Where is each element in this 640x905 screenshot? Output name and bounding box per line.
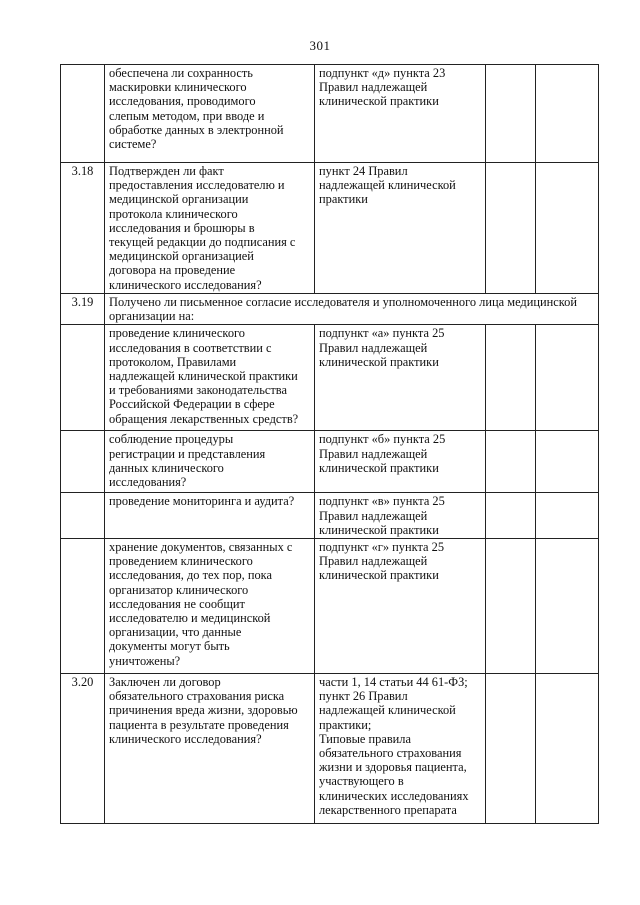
reference-text: подпункт «а» пункта 25 Правил надлежащей клинической практики: [319, 326, 445, 369]
no-cell: [536, 674, 599, 824]
item-number: [61, 539, 105, 674]
no-cell: [536, 431, 599, 493]
question-text: хранение документов, связанных с проведением клинического исследования, до тех пор, пока организатор клинического исследования не сообщит исследователю и медицинской организации, что данные документы могут быть уничтожены?: [109, 540, 293, 668]
question-text: проведение мониторинга и аудита?: [109, 494, 295, 509]
question-text: проведение клинического исследования в соответствии с протоколом, Правилами надлежащей клинической практики и требованиями законодательства Российской Федерации в сфере обращения лекарственных средств?: [109, 326, 299, 426]
reference-text: подпункт «д» пункта 23 Правил надлежащей клинической практики: [319, 66, 446, 109]
reference-text: части 1, 14 статьи 44 61-ФЗ; пункт 26 Правил надлежащей клинической практики; Типовые правила обязательного страхования жизни и здоровья пациента, участвующего в клинических исследованиях лекарственного препарата: [319, 675, 469, 817]
question-cell: [105, 163, 315, 294]
question-text: Подтвержден ли факт предоставления исследователю и медицинской организации протокола клинического исследования и брошюры в текущей редакции до подписания с медицинской организацией договора на проведение клинического исследования?: [109, 164, 296, 292]
question-cell: [105, 325, 315, 431]
question-text: соблюдение процедуры регистрации и представления данных клинического исследования?: [109, 432, 266, 490]
table-row: [61, 163, 599, 294]
question-cell: [105, 65, 315, 163]
reference-cell: [315, 325, 486, 431]
question-cell: [105, 431, 315, 493]
reference-text: пункт 24 Правил надлежащей клинической практики: [319, 164, 456, 207]
table-row: [61, 431, 599, 493]
reference-text: подпункт «г» пункта 25 Правил надлежащей клинической практики: [319, 540, 445, 583]
item-number: 3.18: [61, 163, 105, 294]
no-cell: [536, 325, 599, 431]
section-heading-text: Получено ли письменное согласие исследователя и уполномоченного лица медицинской организации на:: [109, 295, 577, 324]
table-row: [61, 539, 599, 674]
yes-cell: [486, 431, 536, 493]
item-number: [61, 65, 105, 163]
question-text: обеспечена ли сохранность маскировки клинического исследования, проводимого слепым методом, при вводе и обработке данных в электронной системе?: [109, 66, 284, 152]
yes-cell: [486, 493, 536, 539]
item-number: 3.20: [61, 674, 105, 824]
item-number: [61, 493, 105, 539]
checklist-table: [60, 64, 599, 824]
reference-cell: [315, 163, 486, 294]
reference-cell: [315, 674, 486, 824]
item-number: [61, 431, 105, 493]
yes-cell: [486, 163, 536, 294]
question-text: Заключен ли договор обязательного страхования риска причинения вреда жизни, здоровью пациента в результате проведения клинического исследования?: [109, 675, 298, 746]
item-number: 3.19: [61, 294, 105, 325]
reference-text: подпункт «б» пункта 25 Правил надлежащей клинической практики: [319, 432, 446, 475]
no-cell: [536, 539, 599, 674]
reference-cell: [315, 65, 486, 163]
table-row: [61, 65, 599, 163]
reference-cell: [315, 539, 486, 674]
yes-cell: [486, 325, 536, 431]
yes-cell: [486, 674, 536, 824]
no-cell: [536, 493, 599, 539]
table-row: [61, 294, 599, 325]
section-heading-cell: [105, 294, 599, 325]
reference-cell: [315, 431, 486, 493]
table-row: [61, 674, 599, 824]
yes-cell: [486, 65, 536, 163]
page-number: 301: [309, 38, 331, 53]
yes-cell: [486, 539, 536, 674]
item-number: [61, 325, 105, 431]
no-cell: [536, 163, 599, 294]
question-cell: [105, 539, 315, 674]
question-cell: [105, 674, 315, 824]
reference-cell: [315, 493, 486, 539]
reference-text: подпункт «в» пункта 25 Правил надлежащей клинической практики: [319, 494, 445, 537]
table-row: [61, 493, 599, 539]
no-cell: [536, 65, 599, 163]
table-row: [61, 325, 599, 431]
question-cell: [105, 493, 315, 539]
